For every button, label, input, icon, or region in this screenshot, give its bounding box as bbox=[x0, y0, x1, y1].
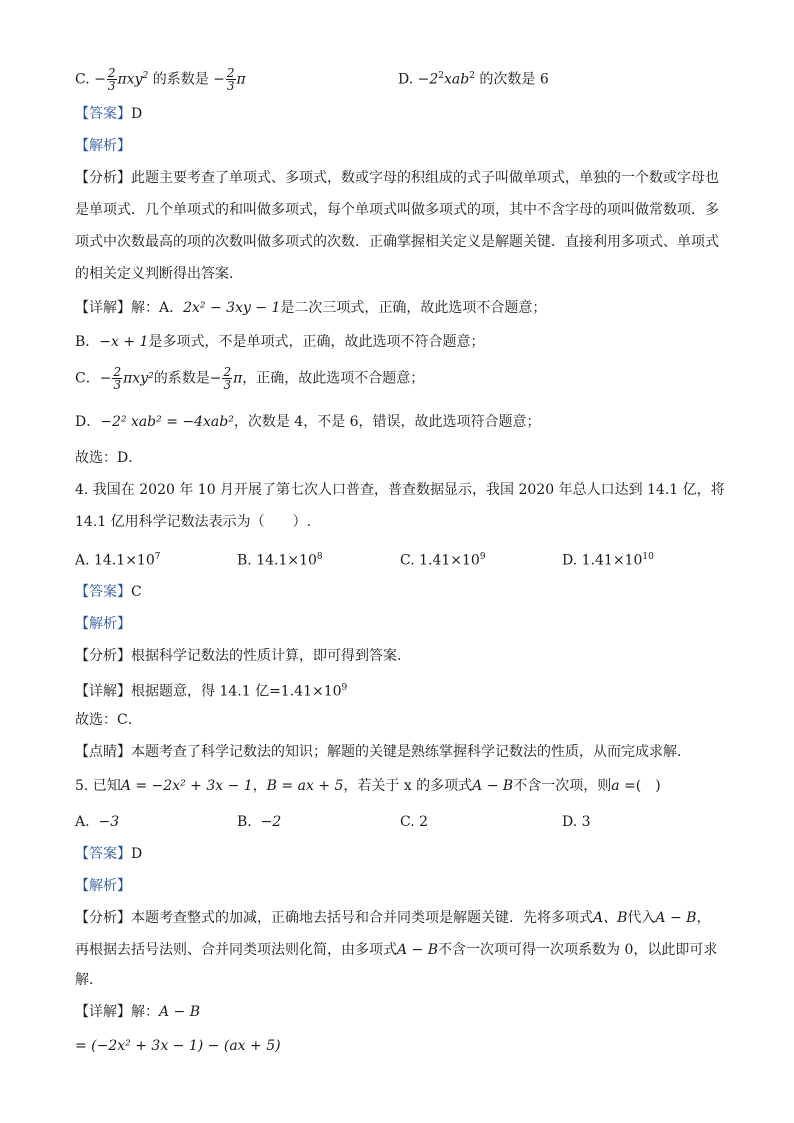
answer-value: D bbox=[131, 846, 143, 862]
exponent: 2 bbox=[142, 71, 149, 81]
q4-detail bbox=[75, 678, 347, 702]
q3-detail-c bbox=[75, 366, 424, 391]
expression: a = bbox=[611, 778, 636, 794]
expression: 2x² − 3xy − 1 bbox=[183, 300, 281, 316]
expression: −2 bbox=[417, 71, 439, 88]
q3-detail-a bbox=[75, 298, 546, 318]
fenxi-tag: 【分析】 bbox=[75, 648, 131, 664]
expression: A − B bbox=[159, 1004, 201, 1020]
q4-conclusion: 故选：C． bbox=[75, 712, 142, 728]
expression: A、B bbox=[593, 910, 628, 926]
q5-analysis-tag: 【解析】 bbox=[75, 878, 131, 894]
q3-fenxi-line-4: 的相关定义判断得出答案． bbox=[75, 266, 243, 282]
expression: −x + 1 bbox=[99, 334, 149, 350]
exponent: 2 bbox=[469, 71, 475, 81]
expression: A − B bbox=[655, 910, 697, 926]
q5-option-d: D. 3 bbox=[562, 814, 591, 830]
dianjing-tag: 【点睛】 bbox=[75, 744, 131, 760]
minus-sign: − bbox=[99, 370, 112, 387]
text: 根据科学记数法的性质计算，即可得到答案． bbox=[131, 648, 411, 664]
option-value: −3 bbox=[98, 814, 120, 830]
text: ， bbox=[696, 910, 711, 926]
text: ，次数是 4，不是 6，错误，故此选项符合题意； bbox=[233, 414, 541, 430]
expression: A − B bbox=[472, 778, 514, 794]
denominator: 3 bbox=[226, 79, 235, 94]
q3-answer bbox=[75, 104, 142, 124]
numerator: 2 bbox=[226, 66, 235, 81]
fraction bbox=[226, 67, 236, 92]
exponent: 2 bbox=[438, 71, 445, 81]
option-label: C. bbox=[75, 71, 90, 88]
denominator: 3 bbox=[107, 79, 116, 94]
text: 不含一次项，则 bbox=[513, 778, 612, 794]
option-label: A. bbox=[75, 552, 90, 569]
text: 的系数是 bbox=[152, 71, 209, 88]
fenxi-tag: 【分析】 bbox=[75, 910, 131, 926]
expression: A − B bbox=[397, 942, 439, 958]
text: 的系数是 bbox=[153, 370, 210, 387]
q4-option-a bbox=[75, 547, 160, 571]
q3-fenxi-line-3: 项式中次数最高的项的次数叫做多项式的次数．正确掌握相关定义是解题关键．直接利用多项式、单项式 bbox=[75, 234, 719, 250]
option-value: 1.41×10 bbox=[581, 552, 643, 569]
expression: xab bbox=[444, 71, 470, 88]
numerator: 2 bbox=[223, 365, 232, 379]
option-label: B. bbox=[237, 552, 252, 569]
text: ，正确，故此选项不合题意； bbox=[242, 370, 425, 387]
expression: −2² xab² = −4xab² bbox=[100, 414, 234, 430]
q3-detail-d bbox=[75, 412, 541, 432]
text: ， bbox=[252, 778, 267, 794]
q5-detail-1 bbox=[75, 1002, 200, 1022]
expression: πxy² bbox=[123, 370, 154, 387]
answer-value: D bbox=[131, 106, 143, 122]
option-label: B. bbox=[237, 814, 252, 830]
text: D． bbox=[75, 414, 101, 430]
q4-option-c bbox=[400, 547, 486, 571]
q5-option-c: C. 2 bbox=[400, 814, 429, 830]
pi-symbol: π bbox=[236, 71, 246, 88]
text: 解：A． bbox=[131, 300, 184, 316]
text: B． bbox=[75, 334, 100, 350]
q3-option-c bbox=[75, 66, 246, 92]
text: 本题考查整式的加减，正确地去括号和合并同类项是解题关键．先将多项式 bbox=[131, 910, 593, 926]
denominator: 3 bbox=[223, 378, 232, 392]
text: 解： bbox=[131, 1004, 159, 1020]
q4-analysis-tag: 【解析】 bbox=[75, 616, 131, 632]
q5-fenxi-line-2 bbox=[75, 940, 717, 960]
text: 是二次三项式，正确，故此选项不合题意； bbox=[280, 300, 547, 316]
expression: πxy bbox=[117, 71, 143, 88]
q4-answer bbox=[75, 582, 142, 602]
q5-stem bbox=[75, 776, 661, 796]
q4-fenxi bbox=[75, 646, 411, 666]
q4-dianjing bbox=[75, 742, 691, 762]
text: 是多项式，不是单项式，正确，故此选项不符合题意； bbox=[148, 334, 485, 350]
exponent: 10 bbox=[642, 552, 654, 562]
fraction bbox=[222, 366, 232, 391]
text: 的次数是 6 bbox=[479, 71, 549, 88]
fenxi-tag: 【分析】 bbox=[75, 170, 131, 186]
minus-sign: − bbox=[213, 71, 225, 88]
numerator: 2 bbox=[107, 66, 116, 81]
exponent: 7 bbox=[154, 552, 161, 562]
q5-option-a bbox=[75, 812, 119, 832]
text: ( ) bbox=[635, 778, 661, 794]
text: C． bbox=[75, 370, 100, 387]
q5-fenxi-line-1 bbox=[75, 908, 710, 928]
option-label: C. bbox=[400, 552, 415, 569]
q3-option-d bbox=[398, 66, 549, 90]
option-value: 14.1×10 bbox=[256, 552, 317, 569]
q4-option-b bbox=[237, 547, 323, 571]
text: 5. 已知 bbox=[75, 778, 121, 794]
answer-tag: 【答案】 bbox=[75, 584, 131, 600]
text: ，若关于 x 的多项式 bbox=[343, 778, 473, 794]
q5-option-b bbox=[237, 812, 281, 832]
q4-stem-line-1: 4. 我国在 2020 年 10 月开展了第七次人口普查，普查数据显示，我国 2020 年总人口达到 14.1 亿，将 bbox=[75, 482, 725, 498]
expression: B = ax + 5 bbox=[266, 778, 344, 794]
text: 此题主要考查了单项式、多项式，数或字母的积组成的式子叫做单项式，单独的一个数或字母也 bbox=[131, 170, 719, 186]
q3-fenxi-line-1 bbox=[75, 168, 719, 188]
pi-symbol: π bbox=[233, 370, 243, 387]
text: 不含一次项可得一次项系数为 0，以此即可求 bbox=[438, 942, 718, 958]
fraction bbox=[107, 67, 117, 92]
minus-sign: − bbox=[209, 370, 222, 387]
detail-tag: 【详解】 bbox=[75, 1004, 131, 1020]
q3-conclusion: 故选：D． bbox=[75, 450, 143, 466]
exponent: 9 bbox=[341, 683, 348, 693]
option-label: A. bbox=[75, 814, 90, 830]
option-value: 1.41×10 bbox=[419, 552, 480, 569]
q5-fenxi-line-3: 解． bbox=[75, 972, 103, 988]
text: 根据题意，得 14.1 亿=1.41×10 bbox=[131, 683, 342, 700]
detail-tag: 【详解】 bbox=[75, 683, 131, 700]
minus-sign: − bbox=[94, 71, 106, 88]
q4-stem-line-2: 14.1 亿用科学记数法表示为（ ）. bbox=[75, 514, 312, 530]
detail-tag: 【详解】 bbox=[75, 300, 131, 316]
q5-detail-2: = (−2x² + 3x − 1) − (ax + 5) bbox=[75, 1038, 281, 1054]
text: 再根据去括号法则、合并同类项法则化简，由多项式 bbox=[75, 942, 397, 958]
expression: A = −2x² + 3x − 1 bbox=[120, 778, 253, 794]
option-value: 14.1×10 bbox=[94, 552, 155, 569]
answer-value: C bbox=[131, 584, 142, 600]
option-label: D. bbox=[398, 71, 414, 88]
q3-detail-b bbox=[75, 332, 484, 352]
fraction bbox=[112, 366, 122, 391]
exponent: 9 bbox=[479, 552, 486, 562]
text: 本题考查了科学记数法的知识；解题的关键是熟练掌握科学记数法的性质，从而完成求解． bbox=[131, 744, 691, 760]
exponent: 8 bbox=[316, 552, 323, 562]
denominator: 3 bbox=[113, 378, 122, 392]
answer-tag: 【答案】 bbox=[75, 846, 131, 862]
text: 代入 bbox=[627, 910, 656, 926]
q3-fenxi-line-2: 是单项式．几个单项式的和叫做多项式，每个单项式叫做多项式的项，其中不含字母的项叫做常数项．多 bbox=[75, 202, 719, 218]
option-label: D. bbox=[562, 552, 578, 569]
q5-answer bbox=[75, 844, 142, 864]
numerator: 2 bbox=[113, 365, 122, 379]
option-value: −2 bbox=[260, 814, 282, 830]
q4-option-d bbox=[562, 547, 654, 571]
q3-analysis-tag: 【解析】 bbox=[75, 138, 131, 154]
answer-tag: 【答案】 bbox=[75, 106, 131, 122]
